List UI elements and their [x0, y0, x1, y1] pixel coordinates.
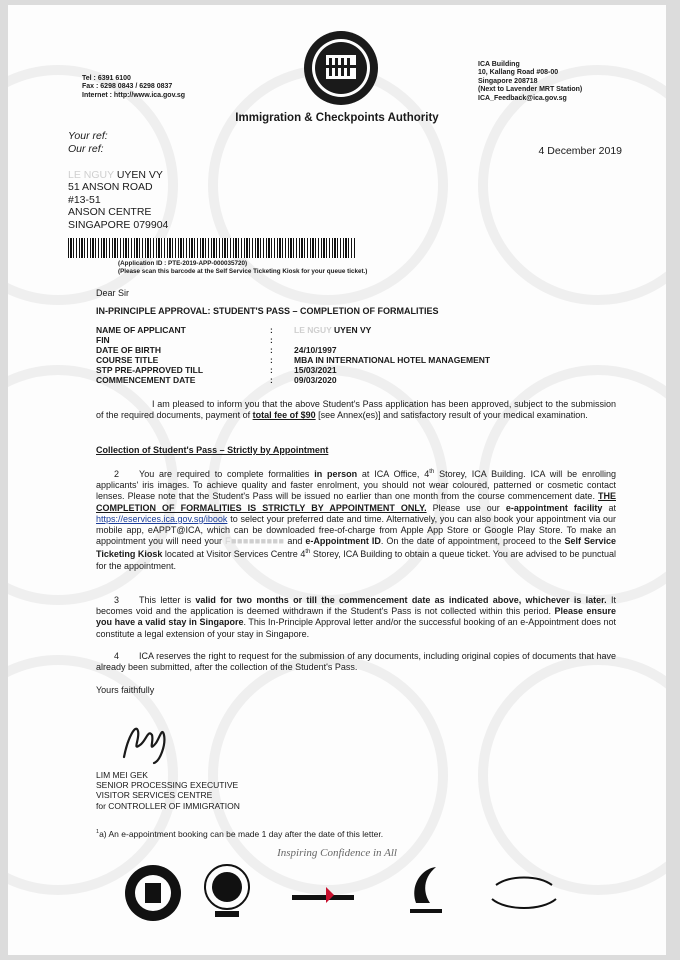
- quality-award-logo: [201, 863, 253, 928]
- total-fee: total fee of $90: [252, 410, 316, 421]
- ministry-home-affairs-logo: [123, 863, 183, 928]
- innovation-class-logo: [406, 863, 446, 928]
- closing: Yours faithfully: [96, 685, 155, 695]
- header-tel: Tel : 6391 6100: [82, 75, 131, 82]
- signatory-block: [96, 770, 240, 811]
- letter-date: 4 December 2019: [538, 145, 622, 157]
- salutation: Dear Sir: [96, 288, 130, 298]
- section-heading: Collection of Student's Pass – Strictly by Appointment: [96, 445, 329, 455]
- people-developer-logo: [290, 883, 356, 916]
- detail-row: FIN :: [96, 335, 273, 345]
- authority-name: Immigration & Checkpoints Authority: [235, 112, 439, 124]
- detail-row: NAME OF APPLICANT : LE NGUY UYEN VY: [96, 325, 372, 335]
- paragraph-4: 4 ICA reserves the right to request for the submission of any documents, including original copies of documents that have already been submitted, after the collection of the Student's Pass.: [96, 651, 616, 673]
- recipient-name: LE NGUY UYEN VY: [68, 169, 163, 181]
- detail-row: COURSE TITLE : MBA IN INTERNATIONAL HOTEL MANAGEMENT: [96, 355, 491, 365]
- service-class-logo: [486, 871, 562, 918]
- letter-page: [8, 5, 666, 955]
- signatory-for: for CONTROLLER OF IMMIGRATION: [96, 800, 240, 811]
- letter-subject: IN-PRINCIPLE APPROVAL: STUDENT'S PASS – COMPLETION OF FORMALITIES: [96, 306, 439, 316]
- tagline: Inspiring Confidence in All: [277, 847, 397, 859]
- signatory-dept: VISITOR SERVICES CENTRE: [96, 790, 213, 801]
- quality-award-icon: [201, 863, 253, 923]
- ica-crest-icon: [302, 29, 380, 107]
- detail-row: STP PRE-APPROVED TILL : 15/03/2021: [96, 365, 337, 375]
- header-address: ICA Building 10, Kallang Road #08-00 Singapore 208718 (Next to Lavender MRT Station) ICA_Feedback@ica.gov.sg: [478, 61, 583, 102]
- paragraph-2: 2 You are required to complete formalities in person at ICA Office, 4th Storey, ICA Building. ICA will be enrolling applicants' iris images. To achieve quality and faster enrolment, you should not wear coloured, patterned or cosmetic contact lenses. Please note that the Student's Pass will be issued no earlier than one month from the course commencement date. THE COMPLETION OF FORMALITIES IS STRICTLY BY APPOINTMENT ONLY. Please use our e-appointment facility at https://eservices.ica.gov.sg/ibook to select your preferred date and time. Alternatively, you can also book your appointment via our mobile app, eAPPT@ICA, which can be downloaded free-of-charge from Apple App Store or Google Play Store. To make an appointment you will need your F■■■■■■■■■ and e-Appointment ID. On the date of appointment, proceed to the Self Service Ticketing Kiosk located at Visitor Services Centre 4th Storey, ICA Building to obtain a queue ticket. You are advised to be punctual for the appointment.: [96, 469, 617, 571]
- watermark-seal: [478, 655, 666, 895]
- reference-block: [68, 130, 108, 156]
- header-fax: Fax : 6298 0843 / 6298 0837: [82, 83, 173, 91]
- signatory-title: SENIOR PROCESSING EXECUTIVE: [96, 780, 239, 791]
- approval-paragraph: I am pleased to inform you that the above Student's Pass application has been approved, subject to the submission of the required documents, payment of total fee of $90 [see Annex(es)] and satisfactory result of your medical examination.: [96, 399, 616, 421]
- application-id: (Application ID : PTE-2019-APP-000035720): [118, 260, 248, 267]
- header-contacts: [82, 75, 185, 100]
- detail-row: DATE OF BIRTH : 24/10/1997: [96, 345, 337, 355]
- watermark-seal: [208, 655, 448, 895]
- signature-icon: [118, 717, 178, 765]
- people-developer-icon: [290, 883, 356, 911]
- barcode-caption: [118, 260, 367, 275]
- recipient-address: LE NGUY UYEN VY 51 ANSON ROAD #13-51 ANSON CENTRE SINGAPORE 079904: [68, 169, 169, 231]
- detail-row: COMMENCEMENT DATE : 09/03/2020: [96, 375, 337, 385]
- paragraph-3: 3 This letter is valid for two months or till the commencement date as indicated above, whichever is later. It becomes void and the application is deemed withdrawn if the Student's Pass is not collected within this period. Please ensure you have a valid stay in Singapore. This In-Principle Approval letter and/or the successful booking of an e-Appointment does not constitute a legal extension of your stay in Singapore.: [96, 595, 617, 639]
- footnote: $^1$a) An e-appointment booking can be made 1 day after the date of this letter.: [96, 829, 384, 839]
- ministry-home-affairs-icon: [123, 863, 183, 923]
- barcode-note: (Please scan this barcode at the Self Service Ticketing Kiosk for your queue ticket.): [118, 267, 368, 275]
- queue-barcode: [68, 238, 356, 258]
- header-internet: Internet : http://www.ica.gov.sg: [82, 91, 186, 99]
- signatory-name: LIM MEI GEK: [96, 770, 148, 780]
- service-class-icon: [486, 871, 562, 913]
- your-ref: Your ref:: [68, 130, 108, 142]
- innovation-class-icon: [406, 863, 446, 923]
- eservices-link[interactable]: https://eservices.ica.gov.sg/ibook: [96, 513, 228, 524]
- our-ref: Our ref:: [68, 143, 104, 155]
